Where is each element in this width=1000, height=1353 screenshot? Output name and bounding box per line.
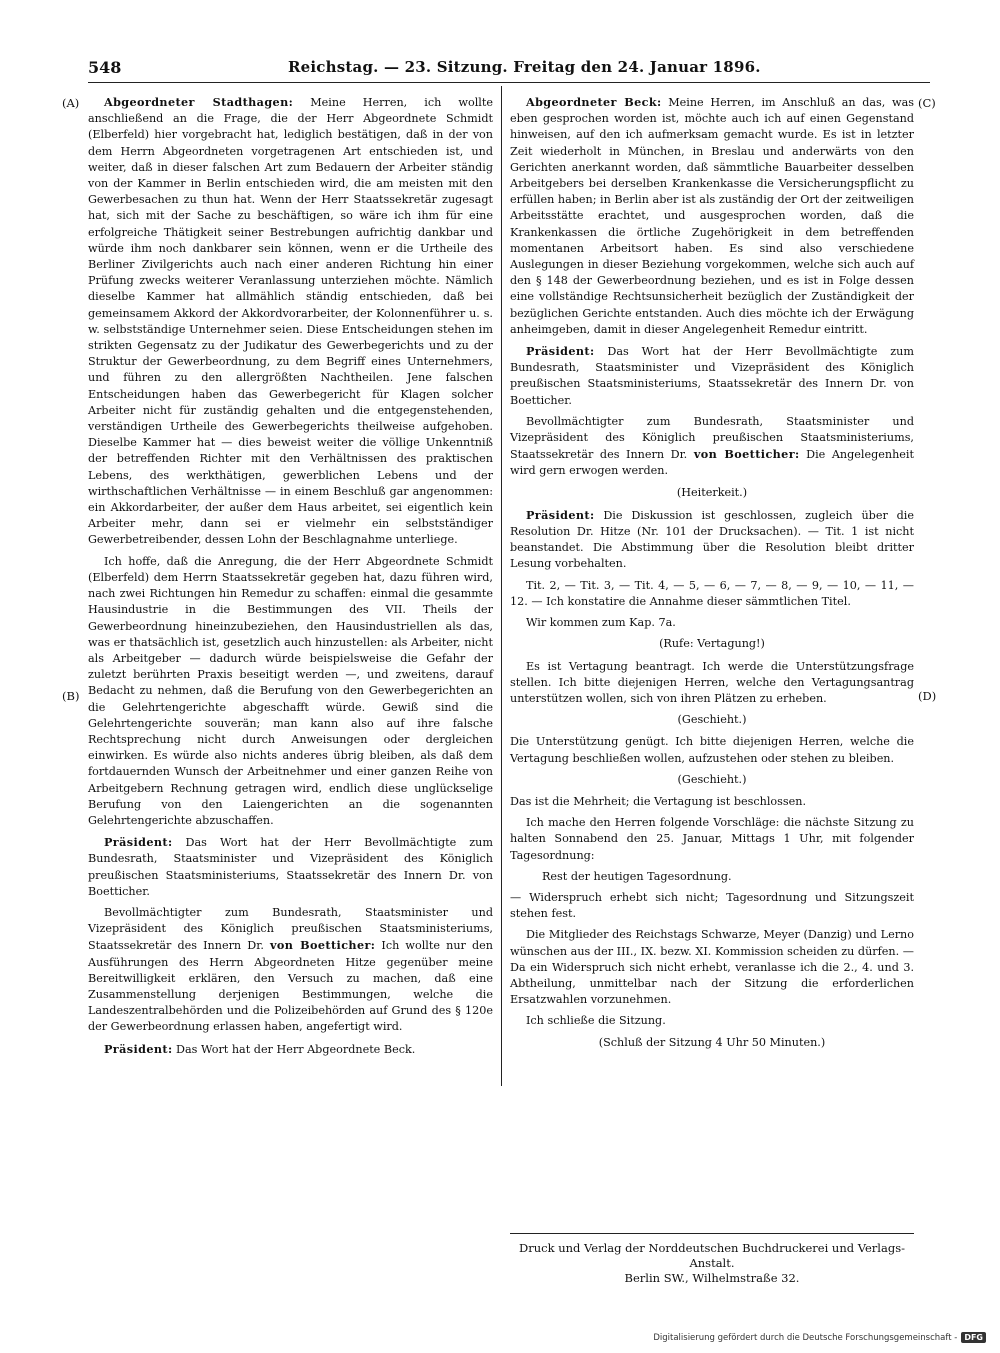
speaker-name: Abgeordneter Beck: [526,95,662,109]
left-column [88,94,493,1063]
speech-boetticher [510,414,914,480]
column-divider [501,86,502,1086]
speech-text: Die Angelegenheit wird gern erwogen werden. [510,448,914,478]
page-header [88,58,930,80]
margin-letter-c: (C) [918,96,936,110]
agenda-item: Rest der heutigen Tagesordnung. [542,869,732,883]
dfg-logo-icon: DFG [961,1332,986,1343]
speech-text: Das Wort hat der Herr Bevollmächtigte zum Bundesrath, Staatsminister und Vizepräsident des Königlich preußischen Staatsministeriums, Staatssekretär des Innern Dr. von Boetticher. [88,836,493,898]
speaker-title: Bevollmächtigter zum Bundesrath, Staatsminister und Vizepräsident des Königlich preußischen Staatsministeriums, Staatssekretär des Innern Dr. [510,414,914,462]
margin-letter-d: (D) [918,689,937,703]
imprint [510,1241,914,1286]
title-list: Tit. 2, — Tit. 3, — Tit. 4, — 5, — 6, — 7, — 8, — 9, — 10, — 11, — 12. — Ich konstatire die Annahme dieser sämmtlichen Titel. [510,578,914,608]
imprint-line-2: Berlin SW., Wilhelmstraße 32. [624,1271,800,1285]
speech-stadthagen-continued: Ich hoffe, daß die Anregung, die der Herr Abgeordnete Schmidt (Elberfeld) dem Herrn Staatssekretär gegeben hat, dazu führen wird, nach zwei Richtungen hin Remedur zu schaffen: einmal die gesammte Hausindustrie in die Bestimmungen des VII. Theils der Gewerbeordnung hineinzubeziehen, den Hausindustriellen als das, was er thatsächlich ist, gesetzlich auch hinzustellen: als Arbeiter, nicht als Arbeitgeber — dadurch würde beispielsweise die Gefahr der zuletzt berührten Praxis beseitigt werden —, und zweitens, darauf Bedacht zu nehmen, daß die Berufung von den Gewerbegerichten an die Gelehrtengerichte abgeschafft würde. Gewiß sind die Gelehrtengerichte souverän; man kann also auf ihre falsche Rechtsprechung nicht durch Anweisungen oder dergleichen einwirken. Es würde also nichts anderes übrig bleiben, als daß dem fortdauernden Wunsch der Arbeitnehmer und einer ganzen Reihe von Arbeitgebern Rechnung getragen wird, endlich diese unglückselige Berufung von den Laiengerichten an die sogenannten Gelehrtengerichte abzuschaffen. [88,554,493,827]
digitization-credit-text: Digitalisierung gefördert durch die Deutsche Forschungsgemeinschaft - [653,1332,958,1343]
speaker-title: Bevollmächtigter zum Bundesrath, Staatsminister und Vizepräsident des Königlich preußischen Staatsministeriums, Staatssekretär des Innern Dr. [88,905,493,953]
page-number: 548 [88,58,122,77]
president-remark [510,343,914,409]
stage-direction: (Geschieht.) [677,772,747,786]
speaker-name: von Boetticher: [270,938,376,953]
speaker-name: Präsident: [104,835,173,850]
imprint-line-1: Druck und Verlag der Norddeutschen Buchdruckerei und Verlags-Anstalt. [519,1241,905,1270]
speech-text: Meine Herren, im Anschluß an das, was eben gesprochen worden ist, möchte auch ich auf einen Gegenstand hinweisen, auf den ich aufmerksam gemacht wurde. Es ist in letzter Zeit wiederholt in München, in Breslau und anderwärts von den Gerichten anerkannt worden, daß sämmtliche Bauarbeiter desselben Arbeitgebers bei derselben Krankenkasse die Versicherungspflicht zu erfüllen haben; in Berlin aber ist als zuständig der Ort der zeitweiligen Arbeitsstätte erachtet, und ausgesprochen worden, daß die Krankenkassen die örtliche Zugehörigkeit in dem betreffenden momentanen Arbeitsort haben. Es sind also verschiedene Auslegungen in dieser Beziehung vorgekommen, welche sich auch auf den § 148 der Gewerbeordnung beziehen, und es ist in Folge dessen eine vollständige Rechtsunsicherheit bezüglich der Zuständigkeit der bezüglichen Gerichte entstanden. Auch dies möchte ich der Erwägung anheimgeben, damit in dieser Angelegenheit Remedur eintritt. [510,96,915,336]
running-head: Reichstag. — 23. Sitzung. Freitag den 24. Januar 1896. [288,58,761,76]
president-remark [88,834,493,900]
stage-direction: (Geschieht.) [677,713,747,727]
imprint-rule [510,1233,914,1234]
speaker-name: Präsident: [526,507,595,522]
speaker-name: Abgeordneter Stadthagen: [104,95,294,109]
margin-letter-a: (A) [62,96,80,110]
header-rule [88,82,930,83]
speech-text: Die Diskussion ist geschlossen, zugleich über die Resolution Dr. Hitze (Nr. 101 der Drucksachen). — Tit. 1 ist nicht beanstandet. Die Abstimmung über die Resolution bleibt dritter Lesung vorbehalten. [510,508,914,571]
stage-direction: (Rufe: Vertagung!) [659,637,765,651]
speech-text: Meine Herren, ich wollte anschließend an die Frage, die der Herr Abgeordnete Schmidt (Elberfeld) hier vorgebracht hat, lediglich bestätigen, daß in der von dem Herrn Abgeordneten vorgetragenen Art entschieden ist, und weiter, daß in dieser falschen Art zum Bedauern der Arbeiter ständig von der Kammer in Berlin entschieden wird, die am meisten mit den Gewerbesachen zu thun hat. Wenn der Herr Staatssekretär zugesagt hat, sich mit der Sache zu beschäftigen, so wäre ich ihm für eine erfolgreiche Thätigkeit seiner Bestrebungen aufrichtig dankbar und würde ihm noch dankbarer sein können, wenn er die Urtheile des Berliner Zivilgerichts auch nach einer anderen Richtung hin einer Prüfung zwecks weiterer Veranlassung unterziehen möchte. Nämlich dieselbe Kammer hat allmählich ständig entschieden, daß bei gemeinsamem Akkord der Akkordvorarbeiter, der Kolonnenführer u. s. w. selbstständige Unternehmer seien. Diese Entscheidungen stehen im strikten Gegensatz zu der Judikatur des Gewerbegerichts und zu der Struktur der Gewerbeordnung, zu dem Begriff eines Unternehmers, und führen zu den allergrößten Nachtheilen. Jene falschen Entscheidungen haben das Gewerbegericht für Klagen solcher Arbeiter nicht für zuständig gehalten und die entgegenstehenden, verständigen Urtheile des Gewerbegerichts theilweise aufgehoben. Dieselbe Kammer hat — dies beweist weiter die völlige Unkenntniß der betreffenden Richter mit den Verhältnissen des praktischen Lebens, des werkthätigen, gewerblichen Lebens und der wirthschaftlichen Verhältnisse — in einem Beschluß gar angenommen: ein Akkordarbeiter, der außer dem Haus arbeitet, sei eigentlich kein Arbeiter mehr, dann sei er vielmehr ein selbstständiger Gewerbetreibender, dessen Lohn der Beschlagnahme unterliege. [88,96,493,547]
agenda-confirmation: — Widerspruch erhebt sich nicht; Tagesordnung und Sitzungszeit stehen fest. [510,890,914,921]
digitization-credit [653,1332,986,1343]
speaker-name: Präsident: [526,344,595,359]
speech-text: Ich wollte nur den Ausführungen des Herrn Abgeordneten Hitze gegenüber meine Bereitwilligkeit erklären, den Versuch zu machen, daß eine Zusammenstellung derjenigen Bestimmungen, welche die Landeszentralbehörden und die Polizeibehörden auf Grund des § 120e der Gewerbeordnung erlassen haben, angefertigt wird. [88,939,493,1034]
right-column [510,94,914,1057]
speech-text: Das Wort hat der Herr Abgeordnete Beck. [172,1042,416,1056]
adjournment-vote: Die Unterstützung genügt. Ich bitte diejenigen Herren, welche die Vertagung beschließen wollen, aufzustehen oder stehen zu bleiben. [510,735,914,765]
speaker-name: Präsident: [104,1041,173,1056]
margin-letter-b: (B) [62,689,80,703]
commission-change: Die Mitglieder des Reichstags Schwarze, Meyer (Danzig) und Lerno wünschen aus der III., IX. bezw. XI. Kommission scheiden zu dürfen. — Da ein Widerspruch sich nicht erhebt, veranlasse ich die 2., 4. und 3. Abtheilung, unmittelbar nach der Sitzung die erforderlichen Ersatzwahlen vorzunehmen. [510,928,914,1007]
adjournment-motion: Es ist Vertagung beantragt. Ich werde die Unterstützungsfrage stellen. Ich bitte diejenigen Herren, welche den Vertagungsantrag unterstützen wollen, sich von ihren Plätzen zu erheben. [510,659,914,705]
speaker-name: von Boetticher: [693,447,800,462]
president-remark [88,1041,493,1058]
speech-text: Das Wort hat der Herr Bevollmächtigte zum Bundesrath, Staatsminister und Vizepräsident des Königlich preußischen Staatsministeriums, Staatssekretär des Innern Dr. von Boetticher. [510,345,914,407]
speech-stadthagen [88,94,493,549]
stage-direction: (Heiterkeit.) [676,485,748,499]
speech-boetticher [88,905,493,1036]
adjournment-result: Das ist die Mehrheit; die Vertagung ist beschlossen. [510,794,807,808]
session-close: Ich schließe die Sitzung. [526,1014,666,1028]
next-session-proposal: Ich mache den Herren folgende Vorschläge: die nächste Sitzung zu halten Sonnabend den 25. Januar, Mittags 1 Uhr, mit folgender Tagesordnung: [510,816,914,862]
chapter-announcement: Wir kommen zum Kap. 7a. [526,616,676,630]
president-remark [510,507,914,573]
session-end-note: (Schluß der Sitzung 4 Uhr 50 Minuten.) [598,1035,826,1049]
speech-beck [510,94,914,338]
